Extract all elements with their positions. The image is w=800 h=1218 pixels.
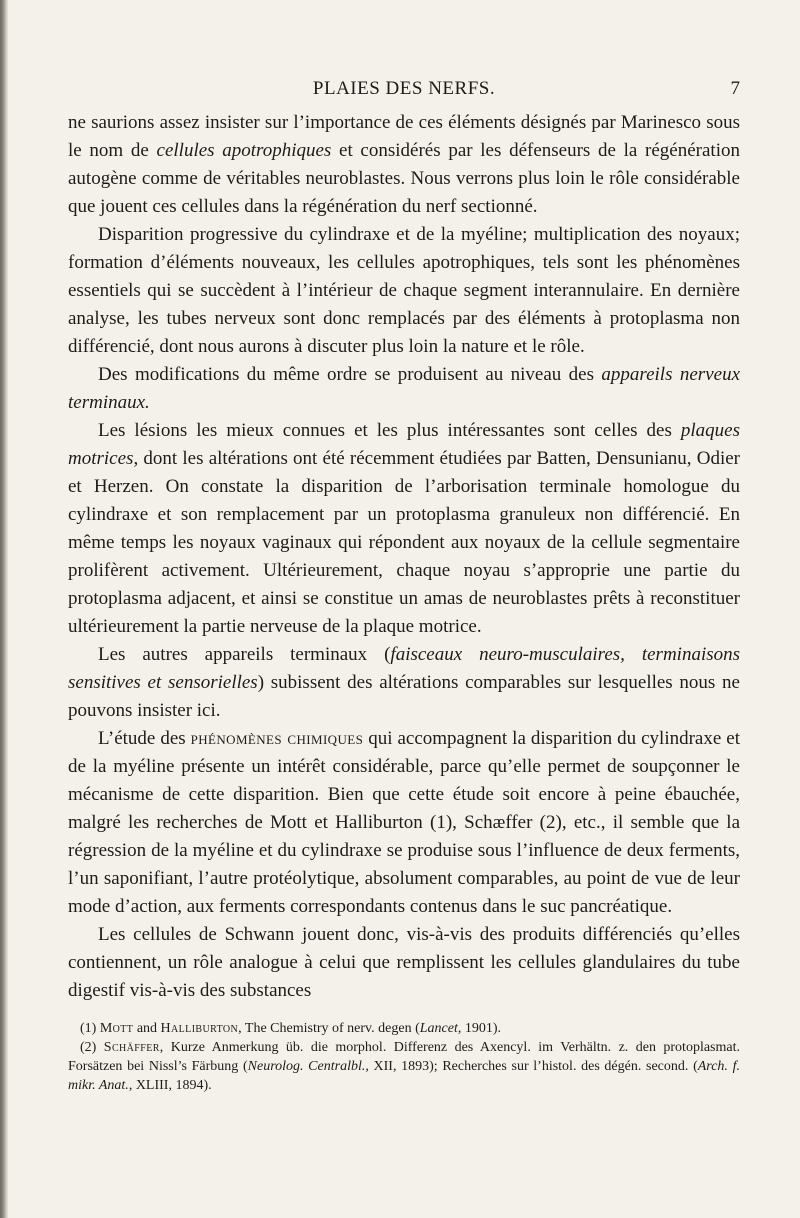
book-page <box>68 78 740 1095</box>
text-run: Les autres appareils terminaux ( <box>98 644 391 665</box>
paragraph-5 <box>68 641 740 725</box>
italic-text: Arch. f. mikr. Anat. <box>68 1059 740 1093</box>
body-text <box>68 109 740 1005</box>
text-run: (1) <box>80 1021 100 1036</box>
small-caps-text: phénomènes chimiques <box>190 728 364 749</box>
text-run: , XII, 1893); Recherches sur l’histol. des dégén. second. ( <box>365 1059 698 1074</box>
text-run: et considérés par les défenseurs de la régénération autogène comme de véritables neuroblastes. Nous verrons plus loin le rôle considérable que jouent ces cellules dans la régénération du nerf sectionné. <box>68 140 740 217</box>
text-run: , The Chemistry of nerv. degen ( <box>238 1021 420 1036</box>
small-caps-text: Schäffer <box>103 1040 160 1055</box>
paragraph-1 <box>68 109 740 221</box>
text-run: and <box>133 1021 161 1036</box>
text-run: , 1901). <box>457 1021 502 1036</box>
italic-text: plaques motrices <box>68 420 740 469</box>
text-run: , dont les altérations ont été récemment étudiées par Batten, Densunianu, Odier et Herzen. On constate la disparition de l’arborisation terminale homologue du cylindraxe et son remplacement par un protoplasma granuleux non différencié. En même temps les noyaux vaginaux qui répondent aux noyaux de la cellule segmentaire prolifèrent activement. Ultérieurement, chaque noyau s’approprie une partie du protoplasma adjacent, et ainsi se constitue un amas de neuroblastes prêts à reconstituer ultérieurement la partie nerveuse de la plaque motrice. <box>68 448 740 637</box>
footnote-2 <box>68 1038 740 1095</box>
paragraph-3 <box>68 361 740 417</box>
italic-text: appareils nerveux terminaux. <box>68 364 740 413</box>
page-number: 7 <box>730 78 740 99</box>
text-run: , XLIII, 1894). <box>128 1078 212 1093</box>
italic-text: faisceaux neuro-musculaires, terminaisons sensitives et sensorielles <box>68 644 741 693</box>
text-run: , Kurze Anmerkung üb. die morphol. Differenz des Axencyl. im Verhältn. z. den protoplasmat. Forsätzen bei Nissl’s Färbung ( <box>68 1040 740 1074</box>
small-caps-text: Mott <box>99 1021 134 1036</box>
italic-text: Neurolog. Centralbl. <box>247 1059 366 1074</box>
italic-text: Lancet <box>419 1021 458 1036</box>
italic-text: cellules apotrophiques <box>156 140 332 161</box>
text-run: ne saurions assez insister sur l’importance de ces éléments désignés par Marinesco sous le nom de <box>68 112 740 161</box>
text-run: (2) <box>80 1040 104 1055</box>
paragraph-6 <box>68 725 740 921</box>
page-header <box>68 78 740 106</box>
text-run: ) subissent des altérations comparables sur lesquelles nous ne pouvons insister ici. <box>68 672 740 721</box>
text-run: Les cellules de Schwann jouent donc, vis-à-vis des produits différenciés qu’elles contiennent, un rôle analogue à celui que remplissent les cellules glandulaires du tube digestif vis-à-vis des substances <box>68 924 740 1001</box>
paragraph-2 <box>68 221 740 361</box>
running-title: PLAIES DES NERFS. <box>312 78 496 99</box>
book-binding-edge <box>0 0 8 1218</box>
text-run: Disparition progressive du cylindraxe et de la myéline; multiplication des noyaux; formation d’éléments nouveaux, les cellules apotrophiques, tels sont les phénomènes essentiels qui se succèdent à l’intérieur de chaque segment interannulaire. En dernière analyse, les tubes nerveux sont donc remplacés par des éléments à protoplasma non différencié, dont nous aurons à discuter plus loin la nature et le rôle. <box>68 224 740 357</box>
small-caps-text: Halliburton <box>160 1021 239 1036</box>
footnotes <box>68 1019 740 1095</box>
text-run: L’étude des <box>98 728 191 749</box>
footnote-1 <box>68 1019 740 1038</box>
text-run: qui accompagnent la disparition du cylindraxe et de la myéline présente un intérêt considérable, parce qu’elle permet de soupçonner le mécanisme de cette disparition. Bien que cette étude soit encore à peine ébauchée, malgré les recherches de Mott et Halliburton (1), Schæffer (2), etc., il semble que la régression de la myéline et du cylindraxe se produise sous l’influence de deux ferments, l’un saponifiant, l’autre protéolytique, absolument comparables, au point de vue de leur mode d’action, aux ferments correspondants contenus dans le suc pancréatique. <box>68 728 740 917</box>
text-run: Des modifications du même ordre se produisent au niveau des <box>98 364 602 385</box>
paragraph-7 <box>68 921 740 1005</box>
paragraph-4 <box>68 417 740 641</box>
text-run: Les lésions les mieux connues et les plus intéressantes sont celles des <box>98 420 681 441</box>
